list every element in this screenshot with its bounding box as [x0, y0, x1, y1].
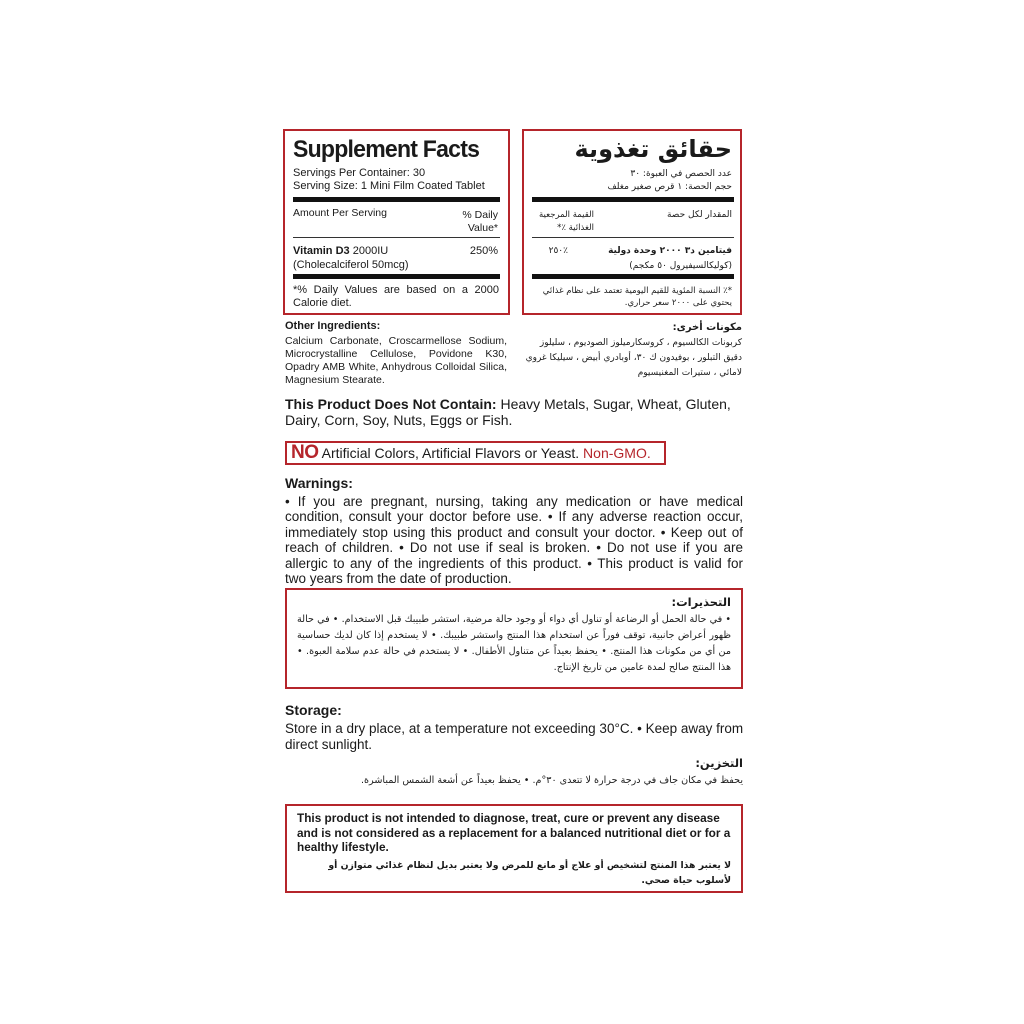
daily-value-footnote: *% Daily Values are based on a 2000 Calorie diet.	[293, 284, 499, 309]
vitamin-d3-form-ar: (كوليكالسيفيرول ٥٠ مكجم)	[629, 261, 732, 271]
warnings-ar-box	[285, 588, 743, 689]
does-not-contain	[285, 396, 745, 428]
supplement-facts-title: Supplement Facts	[293, 136, 480, 163]
storage-text-ar: يحفظ في مكان جاف في درجة حرارة لا تتعدى ٣٠°م. • يحفظ بعيداً عن أشعة الشمس المباشرة.	[360, 775, 743, 786]
vitamin-d3-amount: 2000IU	[352, 245, 389, 257]
divider-thick-bottom	[293, 274, 500, 279]
other-ingredients-text: Calcium Carbonate, Croscarmellose Sodium, Microcrystalline Cellulose, Povidone K30, Opadry AMB White, Anhydrous Colloidal Silica, Magnesium Stearate.	[285, 335, 507, 386]
vitamin-d3-row	[293, 245, 388, 258]
disclaimer-box	[285, 804, 743, 893]
vitamin-d3-dv: 250%	[469, 245, 498, 257]
vitamin-d3-line-ar: فيتامين د٣ ٢٠٠٠ وحدة دولية	[608, 246, 732, 256]
divider-thin	[293, 237, 500, 238]
supplement-facts-title-ar: حقائق تغذوية	[574, 135, 732, 163]
non-gmo-text: Non-GMO.	[579, 445, 651, 461]
divider-thin-ar	[532, 237, 734, 238]
vitamin-d3-name: Vitamin D3	[293, 245, 350, 257]
serving-size-ar: حجم الحصة: ١ قرص صغير مغلف	[607, 182, 732, 192]
does-not-contain-label: This Product Does Not Contain:	[285, 396, 497, 412]
disclaimer-text-en: This product is not intended to diagnose, treat, cure or prevent any disease and is not considered as a replacement for a balanced nutritional diet or for a healthy lifestyle.	[297, 811, 731, 854]
supplement-facts-panel-en	[283, 129, 510, 315]
other-ingredients-label-ar: مكونات أخرى:	[672, 322, 742, 333]
serving-size: Serving Size: 1 Mini Film Coated Tablet	[293, 180, 485, 192]
supplement-facts-panel-ar	[522, 129, 742, 315]
storage-label-ar: التخزين:	[695, 756, 743, 770]
divider-thick-bottom-ar	[532, 274, 734, 279]
storage-label: Storage:	[285, 702, 342, 718]
vitamin-d3-form: (Cholecalciferol 50mcg)	[293, 259, 409, 271]
other-ingredients-text-ar: كربونات الكالسيوم ، كروسكارميلوز الصوديوم ، سليلوز دقيق التبلور ، بوفيدون ك ٣٠، أوبادري أبيض ، سيليكا غروي لامائي ، ستيرات المغنيسيوم	[525, 338, 742, 378]
disclaimer-text-ar: لا يعتبر هذا المنتج لتشخيص أو علاج أو مانع للمرض ولا يعتبر بديل لنظام غذائي متوازن أو لأسلوب حياة صحي.	[328, 859, 731, 886]
daily-value-header-ar: القيمة المرجعية الغذائية ٪*	[538, 210, 594, 233]
storage-text: Store in a dry place, at a temperature not exceeding 30°C. • Keep away from direct sunlight.	[285, 721, 744, 752]
divider-thick-ar	[532, 197, 734, 202]
no-artificial-box	[285, 441, 666, 465]
other-ingredients-en	[285, 320, 507, 387]
amount-per-serving-label: Amount Per Serving	[293, 207, 387, 219]
storage-en	[285, 702, 745, 753]
vitamin-d3-dv-ar: ٪٢٥٠	[548, 246, 568, 256]
no-artificial-text: Artificial Colors, Artificial Flavors or Yeast.	[318, 445, 580, 461]
servings-per-container: Servings Per Container: 30	[293, 167, 426, 179]
servings-per-container-ar: عدد الحصص في العبوة: ٣٠	[630, 169, 732, 179]
amount-per-serving-label-ar: المقدار لكل حصة	[666, 210, 732, 220]
does-not-contain-text: Heavy Metals, Sugar, Wheat, Gluten, Dairy, Corn, Soy, Nuts, Eggs or Fish.	[285, 396, 731, 428]
warnings-en	[285, 475, 743, 586]
other-ingredients-label: Other Ingredients:	[285, 320, 381, 332]
daily-value-footnote-ar: *٪ النسبة المئوية للقيم اليومية تعتمد على نظام غذائي يحتوي على ٢٠٠٠ سعر حراري.	[542, 286, 732, 308]
daily-value-header: % Daily Value*	[462, 209, 498, 234]
no-label: NO	[291, 442, 319, 463]
other-ingredients-ar	[522, 322, 742, 381]
warnings-text-ar: • في حالة الحمل أو الرضاعة أو تناول أي دواء أو وجود حالة مرضية، استشر طبيبك قبل الاستخدام. • في حالة ظهور أعراض جانبية، توقف فوراً عن استخدام هذا المنتج واستشر طبيبك. • لا يستخدم إذا كان لديك حساسية من أي من مكونات هذا المنتج. • يحفظ بعيداً عن متناول الأطفال. • لا يستخدم في حالة عدم سلامة العبوة. • هذا المنتج صالح لمدة عامين من تاريخ الإنتاج.	[297, 614, 731, 673]
warnings-label: Warnings:	[285, 475, 353, 491]
divider-thick	[293, 197, 500, 202]
warnings-text: • If you are pregnant, nursing, taking any medication or have medical condition, consult your doctor before use. • If any adverse reaction occur, immediately stop using this product and consult your doctor. • Keep out of reach of children. • Do not use if seal is broken. • Do not use if you are allergic to any of the ingredients of this product. • This product is valid for two years from the date of production.	[285, 494, 743, 587]
warnings-label-ar: التحذيرات:	[671, 595, 731, 609]
storage-ar	[282, 756, 743, 788]
